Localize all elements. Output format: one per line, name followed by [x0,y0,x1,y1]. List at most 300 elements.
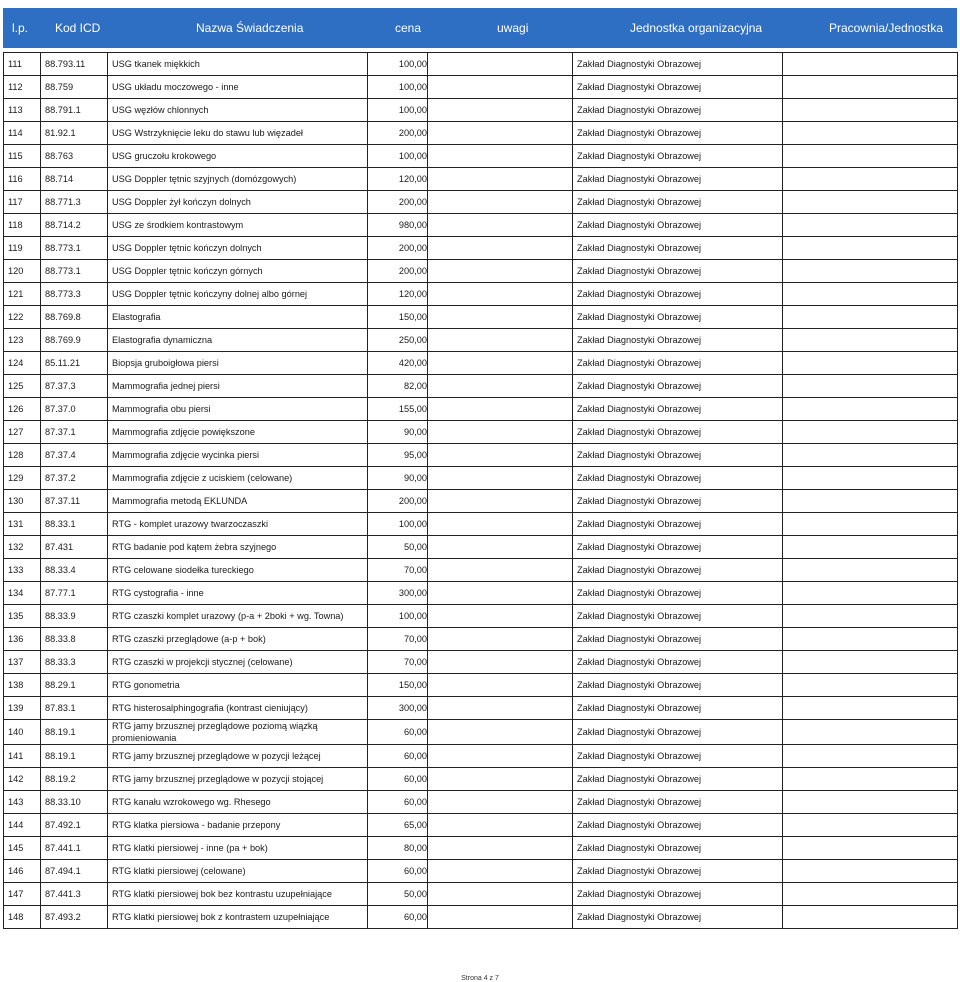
cell-unit: Zakład Diagnostyki Obrazowej [573,191,783,214]
table-row [4,513,958,536]
cell-name: RTG jamy brzusznej przeglądowe w pozycji leżącej [108,745,368,768]
table-row [4,490,958,513]
cell-unit: Zakład Diagnostyki Obrazowej [573,398,783,421]
cell-workshop [783,467,958,490]
cell-name: USG węzłów chlonnych [108,99,368,122]
cell-name: RTG klatki piersiowej bok bez kontrastu uzupełniające [108,883,368,906]
cell-name: Mammografia zdjęcie powiększone [108,421,368,444]
cell-unit: Zakład Diagnostyki Obrazowej [573,237,783,260]
cell-price: 60,00 [368,745,428,768]
cell-notes [428,513,573,536]
cell-unit: Zakład Diagnostyki Obrazowej [573,651,783,674]
cell-notes [428,99,573,122]
cell-unit: Zakład Diagnostyki Obrazowej [573,76,783,99]
cell-name: USG tkanek miękkich [108,53,368,76]
cell-notes [428,651,573,674]
cell-notes [428,720,573,745]
cell-icd: 88.19.1 [41,745,108,768]
cell-notes [428,837,573,860]
cell-workshop [783,745,958,768]
cell-workshop [783,883,958,906]
cell-name: Mammografia jednej piersi [108,375,368,398]
cell-price: 82,00 [368,375,428,398]
cell-name: RTG klatki piersiowej - inne (pa + bok) [108,837,368,860]
cell-price: 100,00 [368,76,428,99]
table-row [4,605,958,628]
cell-name: RTG celowane siodełka tureckiego [108,559,368,582]
cell-notes [428,76,573,99]
cell-icd: 87.441.1 [41,837,108,860]
cell-lp: 147 [4,883,41,906]
cell-workshop [783,76,958,99]
cell-icd: 88.769.9 [41,329,108,352]
cell-price: 80,00 [368,837,428,860]
cell-price: 420,00 [368,352,428,375]
table-row [4,191,958,214]
cell-notes [428,745,573,768]
cell-name: USG Doppler tętnic kończyn dolnych [108,237,368,260]
cell-lp: 140 [4,720,41,745]
cell-workshop [783,214,958,237]
cell-icd: 88.763 [41,145,108,168]
cell-lp: 128 [4,444,41,467]
page-number: Strona 4 z 7 [461,975,499,982]
cell-unit: Zakład Diagnostyki Obrazowej [573,99,783,122]
table-row [4,168,958,191]
table-row [4,283,958,306]
cell-notes [428,398,573,421]
cell-lp: 122 [4,306,41,329]
cell-name: RTG badanie pod kątem żebra szyjnego [108,536,368,559]
cell-workshop [783,53,958,76]
cell-lp: 145 [4,837,41,860]
cell-price: 50,00 [368,883,428,906]
cell-price: 250,00 [368,329,428,352]
table-body [4,53,958,929]
cell-workshop [783,536,958,559]
table-row [4,398,958,421]
cell-icd: 88.759 [41,76,108,99]
cell-lp: 137 [4,651,41,674]
cell-workshop [783,674,958,697]
table-row [4,768,958,791]
cell-name: RTG jamy brzusznej przeglądowe poziomą wiązką promieniowania [108,720,368,745]
cell-workshop [783,837,958,860]
cell-workshop [783,421,958,444]
services-table [3,52,958,929]
cell-unit: Zakład Diagnostyki Obrazowej [573,791,783,814]
cell-name: RTG gonometria [108,674,368,697]
cell-notes [428,168,573,191]
cell-workshop [783,168,958,191]
table-row [4,99,958,122]
table-row [4,883,958,906]
header-icd: Kod ICD [55,21,101,35]
table-row [4,559,958,582]
table-row [4,260,958,283]
cell-unit: Zakład Diagnostyki Obrazowej [573,768,783,791]
cell-name: Mammografia zdjęcie z uciskiem (celowane) [108,467,368,490]
cell-workshop [783,145,958,168]
cell-price: 200,00 [368,191,428,214]
cell-lp: 117 [4,191,41,214]
cell-workshop [783,791,958,814]
cell-unit: Zakład Diagnostyki Obrazowej [573,697,783,720]
cell-workshop [783,237,958,260]
cell-notes [428,697,573,720]
cell-unit: Zakład Diagnostyki Obrazowej [573,352,783,375]
cell-price: 60,00 [368,906,428,929]
cell-lp: 111 [4,53,41,76]
cell-unit: Zakład Diagnostyki Obrazowej [573,375,783,398]
cell-price: 90,00 [368,421,428,444]
cell-unit: Zakład Diagnostyki Obrazowej [573,283,783,306]
cell-workshop [783,814,958,837]
cell-name: RTG jamy brzusznej przeglądowe w pozycji stojącej [108,768,368,791]
cell-price: 120,00 [368,168,428,191]
cell-notes [428,421,573,444]
cell-price: 980,00 [368,214,428,237]
cell-lp: 132 [4,536,41,559]
table-row [4,906,958,929]
cell-notes [428,814,573,837]
cell-unit: Zakład Diagnostyki Obrazowej [573,837,783,860]
cell-notes [428,582,573,605]
cell-unit: Zakład Diagnostyki Obrazowej [573,122,783,145]
cell-lp: 123 [4,329,41,352]
cell-price: 70,00 [368,559,428,582]
cell-notes [428,122,573,145]
cell-notes [428,306,573,329]
cell-price: 90,00 [368,467,428,490]
cell-name: RTG klatka piersiowa - badanie przepony [108,814,368,837]
cell-notes [428,375,573,398]
cell-price: 200,00 [368,490,428,513]
cell-notes [428,260,573,283]
cell-icd: 88.19.1 [41,720,108,745]
cell-unit: Zakład Diagnostyki Obrazowej [573,883,783,906]
cell-lp: 133 [4,559,41,582]
table-row [4,791,958,814]
cell-name: USG układu moczowego - inne [108,76,368,99]
cell-icd: 87.431 [41,536,108,559]
cell-workshop [783,628,958,651]
table-row [4,76,958,99]
cell-workshop [783,582,958,605]
table-row [4,651,958,674]
cell-price: 100,00 [368,605,428,628]
cell-lp: 129 [4,467,41,490]
cell-name: RTG klatki piersiowej bok z kontrastem uzupełniające [108,906,368,929]
cell-lp: 135 [4,605,41,628]
table-row [4,814,958,837]
cell-price: 60,00 [368,720,428,745]
cell-name: Mammografia obu piersi [108,398,368,421]
cell-notes [428,860,573,883]
cell-lp: 136 [4,628,41,651]
cell-notes [428,53,573,76]
cell-workshop [783,860,958,883]
cell-notes [428,628,573,651]
cell-name: RTG czaszki przeglądowe (a-p + bok) [108,628,368,651]
cell-name: RTG klatki piersiowej (celowane) [108,860,368,883]
cell-unit: Zakład Diagnostyki Obrazowej [573,674,783,697]
cell-lp: 139 [4,697,41,720]
table-row [4,745,958,768]
table-row [4,860,958,883]
cell-notes [428,791,573,814]
cell-notes [428,906,573,929]
cell-icd: 88.33.8 [41,628,108,651]
cell-lp: 130 [4,490,41,513]
table-row [4,536,958,559]
cell-unit: Zakład Diagnostyki Obrazowej [573,628,783,651]
cell-name: Elastografia dynamiczna [108,329,368,352]
cell-lp: 125 [4,375,41,398]
cell-price: 70,00 [368,628,428,651]
cell-workshop [783,352,958,375]
cell-name: RTG cystografia - inne [108,582,368,605]
header-lp: l.p. [12,21,29,35]
cell-name: Biopsja gruboigłowa piersi [108,352,368,375]
cell-price: 60,00 [368,860,428,883]
cell-workshop [783,605,958,628]
cell-icd: 88.33.1 [41,513,108,536]
cell-icd: 88.793.11 [41,53,108,76]
cell-notes [428,674,573,697]
cell-icd: 88.771.3 [41,191,108,214]
cell-lp: 146 [4,860,41,883]
cell-icd: 87.37.0 [41,398,108,421]
table-row [4,145,958,168]
cell-unit: Zakład Diagnostyki Obrazowej [573,605,783,628]
cell-unit: Zakład Diagnostyki Obrazowej [573,329,783,352]
cell-name: USG Doppler tętnic kończyny dolnej albo górnej [108,283,368,306]
cell-price: 300,00 [368,697,428,720]
cell-notes [428,283,573,306]
cell-unit: Zakład Diagnostyki Obrazowej [573,444,783,467]
cell-price: 60,00 [368,791,428,814]
cell-lp: 119 [4,237,41,260]
cell-lp: 138 [4,674,41,697]
cell-price: 65,00 [368,814,428,837]
cell-workshop [783,375,958,398]
cell-price: 200,00 [368,237,428,260]
cell-lp: 131 [4,513,41,536]
cell-lp: 142 [4,768,41,791]
table-row [4,582,958,605]
table-row [4,53,958,76]
cell-unit: Zakład Diagnostyki Obrazowej [573,906,783,929]
cell-lp: 124 [4,352,41,375]
cell-lp: 114 [4,122,41,145]
cell-icd: 87.37.2 [41,467,108,490]
table-row [4,237,958,260]
cell-icd: 81.92.1 [41,122,108,145]
cell-lp: 144 [4,814,41,837]
cell-icd: 88.773.1 [41,260,108,283]
cell-name: USG ze środkiem kontrastowym [108,214,368,237]
cell-lp: 126 [4,398,41,421]
cell-workshop [783,398,958,421]
cell-unit: Zakład Diagnostyki Obrazowej [573,536,783,559]
cell-workshop [783,559,958,582]
cell-lp: 120 [4,260,41,283]
cell-notes [428,145,573,168]
cell-unit: Zakład Diagnostyki Obrazowej [573,421,783,444]
cell-price: 100,00 [368,513,428,536]
cell-icd: 85.11.21 [41,352,108,375]
cell-workshop [783,906,958,929]
cell-price: 300,00 [368,582,428,605]
cell-notes [428,214,573,237]
cell-notes [428,559,573,582]
cell-icd: 88.33.4 [41,559,108,582]
table-row [4,214,958,237]
cell-icd: 87.441.3 [41,883,108,906]
cell-price: 200,00 [368,260,428,283]
cell-price: 95,00 [368,444,428,467]
table-row [4,720,958,745]
cell-notes [428,536,573,559]
cell-workshop [783,99,958,122]
cell-lp: 141 [4,745,41,768]
cell-price: 150,00 [368,306,428,329]
table-row [4,444,958,467]
table-row [4,122,958,145]
cell-name: Elastografia [108,306,368,329]
cell-lp: 134 [4,582,41,605]
cell-unit: Zakład Diagnostyki Obrazowej [573,168,783,191]
cell-notes [428,237,573,260]
cell-name: RTG czaszki komplet urazowy (p-a + 2boki + wg. Towna) [108,605,368,628]
cell-lp: 112 [4,76,41,99]
cell-name: Mammografia metodą EKLUNDA [108,490,368,513]
cell-workshop [783,329,958,352]
cell-icd: 87.37.11 [41,490,108,513]
cell-workshop [783,283,958,306]
cell-notes [428,191,573,214]
cell-name: USG Wstrzyknięcie leku do stawu lub więzadeł [108,122,368,145]
table-row [4,352,958,375]
cell-price: 100,00 [368,53,428,76]
cell-notes [428,329,573,352]
cell-unit: Zakład Diagnostyki Obrazowej [573,467,783,490]
header-notes: uwagi [497,21,529,35]
cell-workshop [783,720,958,745]
cell-icd: 88.773.1 [41,237,108,260]
cell-name: Mammografia zdjęcie wycinka piersi [108,444,368,467]
cell-icd: 87.37.1 [41,421,108,444]
table-row [4,467,958,490]
cell-icd: 88.19.2 [41,768,108,791]
cell-lp: 143 [4,791,41,814]
cell-price: 120,00 [368,283,428,306]
table-row [4,329,958,352]
cell-workshop [783,513,958,536]
cell-unit: Zakład Diagnostyki Obrazowej [573,145,783,168]
cell-unit: Zakład Diagnostyki Obrazowej [573,582,783,605]
cell-unit: Zakład Diagnostyki Obrazowej [573,260,783,283]
cell-name: USG gruczołu krokowego [108,145,368,168]
cell-name: RTG kanału wzrokowego wg. Rhesego [108,791,368,814]
cell-icd: 87.83.1 [41,697,108,720]
table-row [4,628,958,651]
cell-icd: 87.493.2 [41,906,108,929]
cell-icd: 88.29.1 [41,674,108,697]
cell-lp: 127 [4,421,41,444]
cell-price: 50,00 [368,536,428,559]
cell-workshop [783,191,958,214]
cell-name: RTG czaszki w projekcji stycznej (celowane) [108,651,368,674]
cell-icd: 88.33.3 [41,651,108,674]
cell-lp: 148 [4,906,41,929]
cell-lp: 116 [4,168,41,191]
cell-unit: Zakład Diagnostyki Obrazowej [573,214,783,237]
cell-notes [428,605,573,628]
cell-workshop [783,490,958,513]
cell-notes [428,490,573,513]
cell-unit: Zakład Diagnostyki Obrazowej [573,53,783,76]
cell-icd: 87.492.1 [41,814,108,837]
cell-price: 100,00 [368,145,428,168]
cell-icd: 87.494.1 [41,860,108,883]
cell-workshop [783,306,958,329]
cell-notes [428,883,573,906]
cell-notes [428,352,573,375]
cell-unit: Zakład Diagnostyki Obrazowej [573,745,783,768]
cell-name: USG Doppler tętnic szyjnych (domózgowych) [108,168,368,191]
cell-icd: 87.37.4 [41,444,108,467]
cell-notes [428,467,573,490]
table-row [4,674,958,697]
header-unit: Jednostka organizacyjna [630,21,763,35]
cell-workshop [783,444,958,467]
cell-icd: 87.77.1 [41,582,108,605]
cell-price: 60,00 [368,768,428,791]
header-name: Nazwa Świadczenia [196,21,304,35]
cell-lp: 113 [4,99,41,122]
table-row [4,421,958,444]
cell-icd: 88.769.8 [41,306,108,329]
cell-workshop [783,122,958,145]
cell-name: RTG histerosalphingografia (kontrast cieniujący) [108,697,368,720]
cell-price: 70,00 [368,651,428,674]
cell-unit: Zakład Diagnostyki Obrazowej [573,860,783,883]
cell-price: 155,00 [368,398,428,421]
cell-price: 100,00 [368,99,428,122]
cell-icd: 88.33.9 [41,605,108,628]
cell-lp: 115 [4,145,41,168]
cell-icd: 88.791.1 [41,99,108,122]
table-row [4,837,958,860]
cell-unit: Zakład Diagnostyki Obrazowej [573,720,783,745]
cell-name: USG Doppler tętnic kończyn górnych [108,260,368,283]
cell-icd: 88.33.10 [41,791,108,814]
header-workshop: Pracownia/Jednostka [829,21,944,35]
cell-icd: 88.714.2 [41,214,108,237]
cell-icd: 87.37.3 [41,375,108,398]
cell-unit: Zakład Diagnostyki Obrazowej [573,559,783,582]
cell-workshop [783,260,958,283]
cell-workshop [783,697,958,720]
table-row [4,306,958,329]
cell-notes [428,768,573,791]
table-row [4,375,958,398]
cell-icd: 88.773.3 [41,283,108,306]
cell-lp: 118 [4,214,41,237]
cell-unit: Zakład Diagnostyki Obrazowej [573,490,783,513]
